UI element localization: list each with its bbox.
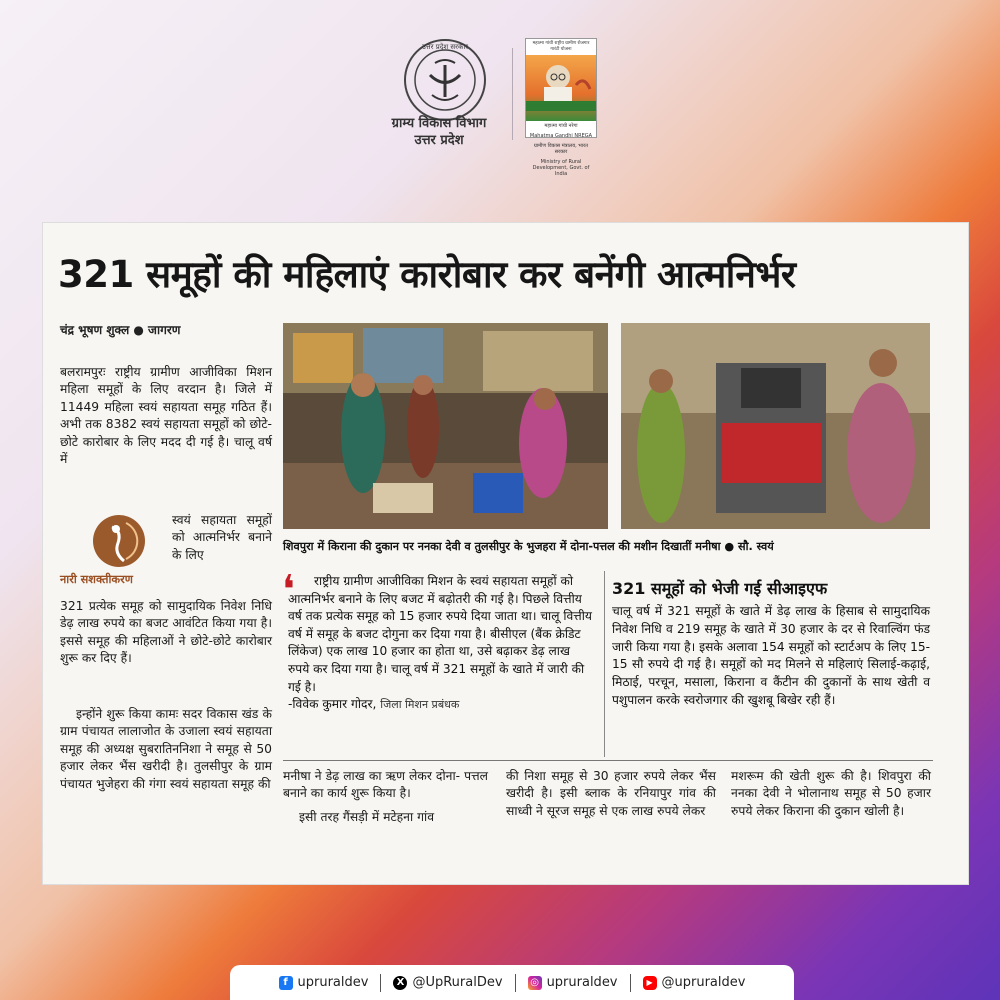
facebook-link[interactable] — [279, 975, 369, 990]
nari-sashaktikaran-icon — [78, 513, 160, 571]
facebook-handle: upruraldev — [297, 975, 369, 990]
youtube-link[interactable] — [643, 975, 746, 990]
youtube-handle: @upruraldev — [661, 975, 746, 990]
column-1-middle: 321 प्रत्येक समूह को सामुदायिक निवेश निधि डेढ़ लाख रुपये का बजट आवंटित किया गया है। इससे समूह की महिलाओं ने छोटे-छोटे कारोबार शुरू कर दिए हैं। — [60, 599, 272, 666]
footer-divider — [515, 974, 516, 992]
mgnrega-top-text: महात्मा गांधी राष्ट्रीय ग्रामीण रोजगार गारंटी योजना — [532, 41, 590, 52]
quote-text: राष्ट्रीय ग्रामीण आजीविका मिशन के स्वयं सहायता समूहों को आत्मनिर्भर बनाने के लिए बजट में बढ़ोतरी की गई है। पिछले वित्तीय वर्ष तक प्रत्येक समूह को 15 हजार रुपये दिया जाता था। चालू वित्तीय वर्ष में समूह के बजट दोगुना कर दिया गया है। बीसीएल (बैंक क्रेडिट लिंकेज) एक लाख 10 हजार का होता था, उसे बढ़ाकर डेढ़ लाख रुपये कर दिया गया है। चालू वर्ष में 321 समूहों के खाते में जारी की गई है। — [288, 574, 592, 694]
department-line-1: ग्राम्य विकास विभाग — [391, 116, 487, 131]
mgnrega-hindi-text: महात्मा गांधी नरेगा — [544, 123, 578, 129]
cif-subheading: 321 समूहों को भेजी गई सीआइएफ — [612, 579, 828, 598]
instagram-handle: upruraldev — [546, 975, 618, 990]
section-divider — [283, 760, 933, 761]
emblem-text: उत्तर प्रदेश सरकार — [421, 43, 469, 51]
footer-divider — [630, 974, 631, 992]
header-divider — [512, 48, 513, 140]
x-link[interactable] — [393, 975, 502, 990]
gandhi-portrait-icon — [526, 55, 596, 121]
mgnrega-english-text: Mahatma Gandhi NREGA — [529, 133, 593, 139]
ministry-english-text: Ministry of Rural Development, Govt. of India — [532, 159, 590, 177]
youtube-icon: ▶ — [643, 976, 657, 990]
photo-dona-pattal-machine — [621, 323, 930, 529]
column-1-bottom: इन्होंने शुरू किया कामः सदर विकास खंड के ग्राम पंचायत लालाजोत के उजाला स्वयं सहायता समूह की अध्यक्ष सुबरातिननिशा ने समूह से 50 हजार लेकर भैंस खरीदी है। तुलसीपुर के ग्राम पंचायत भुजेहरा की गंगा स्वयं सहायता समूह की — [60, 707, 272, 791]
column-divider — [604, 571, 605, 757]
ministry-hindi-text: ग्रामीण विकास मंत्रालय, भारत सरकार — [533, 143, 588, 155]
column-2-para-2: इसी तरह गैंसड़ी में मटेहना गांव — [299, 809, 435, 824]
column-3: की निशा समूह से 30 हजार रुपये लेकर भैंस खरीदी है। इसी ब्लाक के रनियापुर गांव की साध्वी ने सूरज समूह से एक लाख रुपये लेकर — [506, 769, 716, 818]
photo-kirana-shop — [283, 323, 608, 529]
official-quote — [288, 573, 593, 714]
article-byline: चंद्र भूषण शुक्ल ● जागरण — [60, 323, 181, 337]
department-name — [368, 115, 510, 149]
instagram-link[interactable] — [528, 975, 618, 990]
quote-role: जिला मिशन प्रबंधक — [380, 698, 460, 712]
article-headline: 321 समूहों की महिलाएं कारोबार कर बनेंगी आत्मनिर्भर — [58, 253, 796, 296]
department-line-2: उत्तर प्रदेश — [414, 133, 464, 148]
cif-text: चालू वर्ष में 321 समूहों के खाते में डेढ़ लाख के हिसाब से सामुदायिक निवेश निधि व 219 समूह के खाते में 30 हजार के दर से रिवाल्विंग फंड जारी किया गया है। इसके अलावा 154 समूहों को स्टार्टअप के लिए 15-15 सौ रुपये दी गई है। समूहों को मद मिलने से महिलाएं सिलाई-कढ़ाई, मिठाई, परचून, मसाला, किराना व कैंटीन की दुकानों के साथ खेती व पशुपालन करके स्वरोजगार की खुशबू बिखेर रही हैं। — [612, 604, 930, 707]
quote-author: -विवेक कुमार गोदर, — [288, 697, 377, 712]
footer-divider — [380, 974, 381, 992]
column-4: मशरूम की खेती शुरू की है। शिवपुरा की ननका देवी ने भोलानाथ समूह से 50 हजार रुपये लेकर किराना की दुकान खोली है। — [731, 769, 931, 818]
column-1-intro: बलरामपुरः राष्ट्रीय ग्रामीण आजीविका मिशन महिला समूहों के लिए वरदान है। जिले में 11449 महिला स्वयं सहायता समूह गठित हैं। अभी तक 8382 स्वयं सहायता समूहों को छोटे-छोटे कारोबार के लिए मदद दी गई है। चालू वर्ष में — [60, 365, 272, 467]
quote-signature — [288, 696, 593, 714]
quote-mark-icon: ❛ — [282, 567, 295, 613]
instagram-icon: ◎ — [528, 976, 542, 990]
nari-sashaktikaran-label: नारी सशक्तीकरण — [60, 573, 133, 586]
social-footer — [230, 965, 794, 1000]
facebook-icon: f — [279, 976, 293, 990]
mgnrega-logo — [525, 38, 597, 177]
column-2 — [283, 768, 488, 826]
photo-caption: शिवपुरा में किराना की दुकान पर ननका देवी व तुलसीपुर के भुजहरा में दोना-पत्तल की मशीन दिखातीं मनीषा ● सौ. स्वयं — [283, 540, 774, 553]
up-government-emblem — [400, 35, 490, 125]
x-icon: X — [393, 976, 407, 990]
x-handle: @UpRuralDev — [412, 975, 503, 990]
column-1-side-text: स्वयं सहायता समूहों को आत्मनिर्भर बनाने के लिए — [172, 513, 272, 562]
column-2-para-1: मनीषा ने डेढ़ लाख का ऋण लेकर दोना- पत्तल बनाने का कार्य शुरू किया है। — [283, 769, 488, 801]
